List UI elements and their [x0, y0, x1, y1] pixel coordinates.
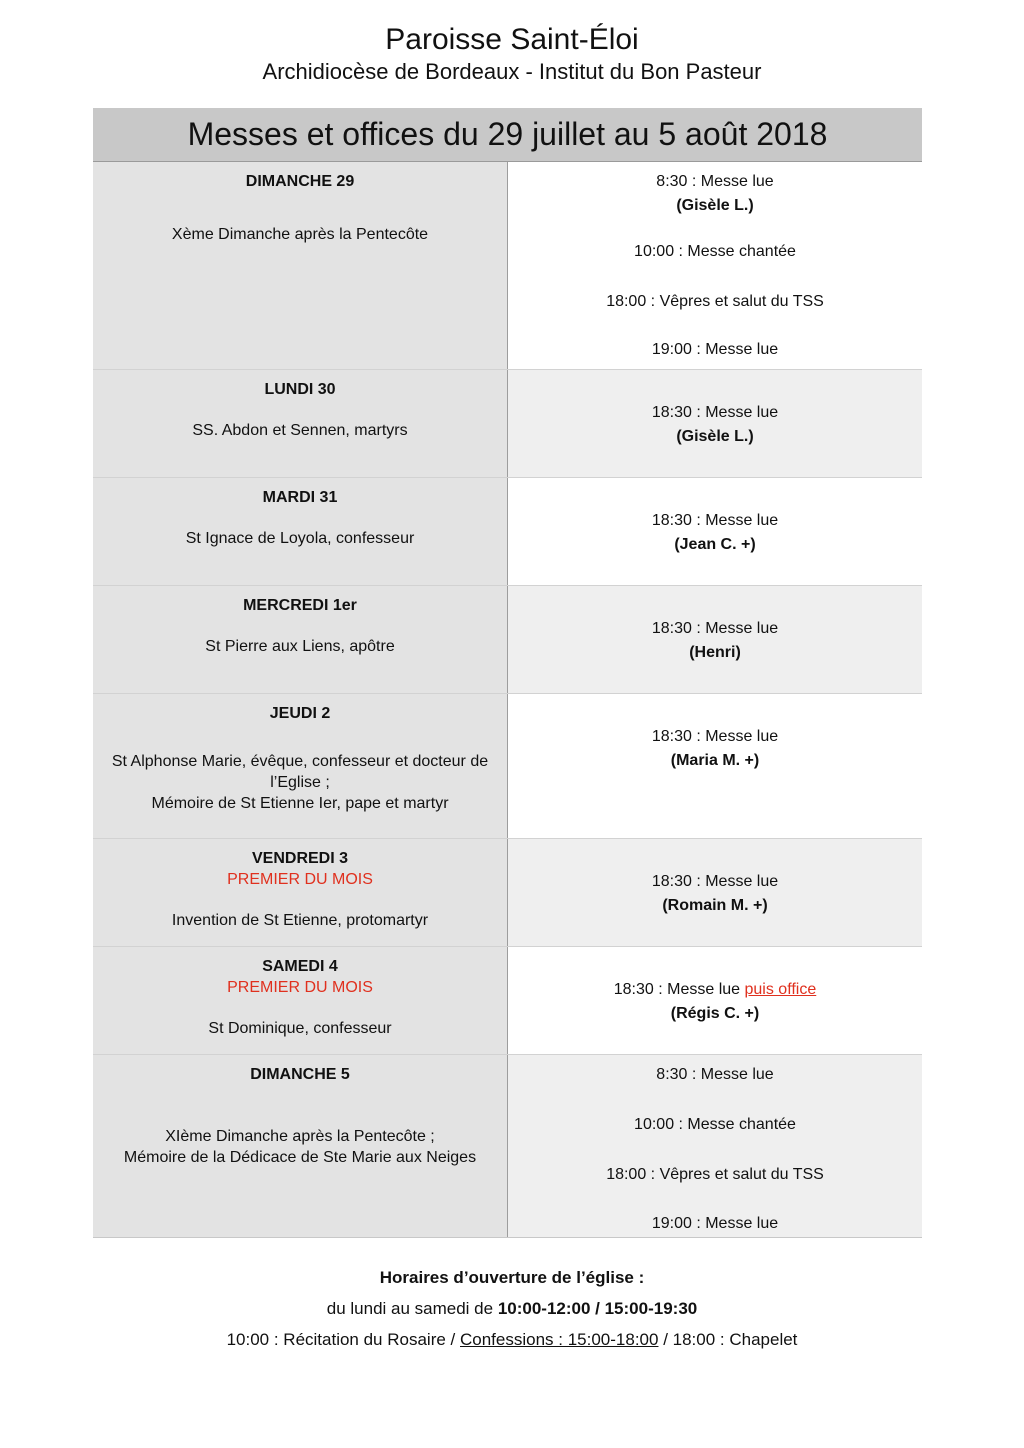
weekday-hours: 10:00-12:00 / 15:00-19:30 [497, 1299, 698, 1318]
feast-label: SS. Abdon et Sennen, martyrs [192, 422, 408, 439]
service-line: 18:30 : Messe lue [651, 512, 779, 529]
service-line: 18:00 : Vêpres et salut du TSS [606, 1166, 824, 1183]
schedule-table [93, 108, 922, 1238]
service-line: 19:00 : Messe lue [651, 1215, 779, 1232]
parish-subtitle: Archidiocèse de Bordeaux - Institut du Bon Pasteur [262, 59, 762, 84]
weekday-label: du lundi au samedi de [326, 1299, 498, 1318]
feast-label: Mémoire de la Dédicace de Ste Marie aux Neiges [123, 1149, 477, 1166]
table-row [93, 162, 922, 370]
table-row [93, 586, 922, 694]
opening-hours-title: Horaires d’ouverture de l’église : [379, 1268, 645, 1287]
mass-intention: (Maria M. +) [670, 752, 760, 769]
day-label: DIMANCHE 5 [250, 1066, 350, 1083]
feast-label: Xème Dimanche après la Pentecôte [171, 226, 429, 243]
feast-label: St Ignace de Loyola, confesseur [185, 530, 415, 547]
feast-label: Invention de St Etienne, protomartyr [171, 912, 429, 929]
service-line: 8:30 : Messe lue [656, 1066, 774, 1083]
mass-intention: (Gisèle L.) [676, 197, 754, 214]
day-cell [93, 947, 508, 1055]
daily-offices-line [0, 1324, 1024, 1355]
mass-intention: (Romain M. +) [662, 897, 768, 914]
day-label: MERCREDI 1er [243, 597, 357, 614]
mass-intention: (Régis C. +) [670, 1005, 760, 1022]
mass-intention: (Gisèle L.) [676, 428, 754, 445]
weekday-hours-line [0, 1293, 1024, 1324]
feast-label: St Dominique, confesseur [208, 1020, 392, 1037]
services-cell [508, 370, 923, 478]
service-line: 19:00 : Messe lue [651, 341, 779, 358]
table-row [93, 1055, 922, 1238]
feast-label: Mémoire de St Etienne Ier, pape et martyr [151, 795, 449, 812]
service-line: 18:30 : Messe lue [651, 873, 779, 890]
services-cell [508, 1055, 923, 1238]
opening-hours [0, 1262, 1024, 1355]
table-row [93, 839, 922, 947]
service-text: 18:30 : Messe lue [613, 981, 741, 998]
services-cell [508, 947, 923, 1055]
mass-intention: (Jean C. +) [674, 536, 756, 553]
day-cell [93, 478, 508, 586]
first-of-month-note: PREMIER DU MOIS [227, 871, 373, 888]
day-cell [93, 370, 508, 478]
feast-label: St Alphonse Marie, évêque, confesseur et docteur de l’Eglise ; [111, 753, 489, 791]
day-cell [93, 586, 508, 694]
confessions-link[interactable]: Confessions : 15:00-18:00 [460, 1330, 659, 1349]
day-label: MARDI 31 [262, 489, 338, 506]
service-line: 18:30 : Messe lue [651, 728, 779, 745]
service-line: 8:30 : Messe lue [656, 173, 774, 190]
services-cell [508, 478, 923, 586]
services-cell [508, 162, 923, 370]
service-line [520, 979, 910, 1000]
services-cell [508, 694, 923, 839]
day-cell [93, 1055, 508, 1238]
feast-label: XIème Dimanche après la Pentecôte ; [165, 1128, 435, 1145]
feast-label: St Pierre aux Liens, apôtre [205, 638, 395, 655]
table-row [93, 694, 922, 839]
service-line: 10:00 : Messe chantée [634, 1116, 796, 1133]
first-of-month-note: PREMIER DU MOIS [227, 979, 373, 996]
day-label: SAMEDI 4 [262, 958, 338, 975]
day-label: VENDREDI 3 [251, 850, 349, 867]
rosary-text: 10:00 : Récitation du Rosaire / [226, 1330, 460, 1349]
table-row [93, 478, 922, 586]
services-cell [508, 586, 923, 694]
puis-office-link[interactable]: puis office [744, 981, 817, 998]
day-cell [93, 694, 508, 839]
day-cell [93, 162, 508, 370]
service-line: 18:00 : Vêpres et salut du TSS [606, 293, 824, 310]
day-label: JEUDI 2 [269, 705, 331, 722]
service-line: 10:00 : Messe chantée [634, 243, 796, 260]
table-row [93, 947, 922, 1055]
day-label: LUNDI 30 [264, 381, 336, 398]
chaplet-text: / 18:00 : Chapelet [658, 1330, 798, 1349]
service-line: 18:30 : Messe lue [651, 404, 779, 421]
services-cell [508, 839, 923, 947]
parish-title: Paroisse Saint-Éloi [385, 23, 639, 56]
page-header [0, 22, 1024, 86]
day-label: DIMANCHE 29 [245, 173, 355, 190]
mass-intention: (Henri) [689, 644, 741, 661]
day-cell [93, 839, 508, 947]
service-line: 18:30 : Messe lue [651, 620, 779, 637]
table-row [93, 370, 922, 478]
schedule-heading: Messes et offices du 29 juillet au 5 août 2018 [93, 108, 922, 162]
